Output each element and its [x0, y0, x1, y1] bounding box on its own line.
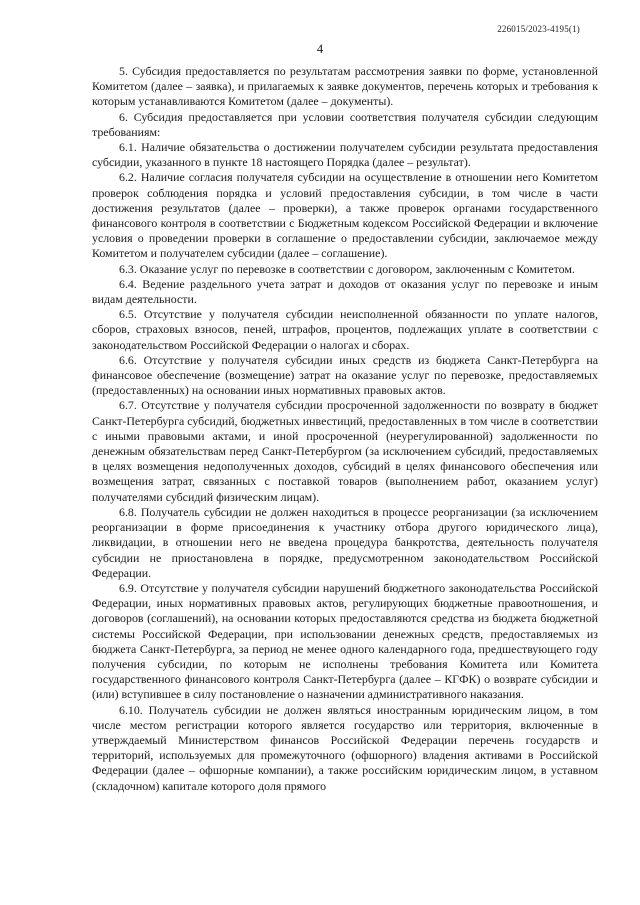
document-id: 226015/2023-4195(1) [497, 24, 580, 34]
paragraph-6-1: 6.1. Наличие обязательства о достижении получателем субсидии результата предоставления субсидии, указанного в пункте 18 настоящего Порядка (далее – результат). [92, 140, 598, 170]
paragraph-5: 5. Субсидия предоставляется по результатам рассмотрения заявки по форме, установленной Комитетом (далее – заявка), и прилагаемых к заявке документов, перечень которых и требования к которым устанавливаются Комитетом (далее – документы). [92, 64, 598, 109]
paragraph-6-7: 6.7. Отсутствие у получателя субсидии просроченной задолженности по возврату в бюджет Санкт-Петербурга субсидий, бюджетных инвестиций, предоставленных в том числе в соответствии с иными правовыми актами, и иной просроченной (неурегулированной) задолженности по денежным обязательствам перед Санкт-Петербургом (за исключением субсидий, предоставляемых в целях возмещения недополученных доходов, субсидий в целях финансового обеспечения или возмещения затрат, связанных с поставкой товаров (выполнением работ, оказанием услуг) получателями субсидий физическим лицам). [92, 398, 598, 504]
paragraph-6-6: 6.6. Отсутствие у получателя субсидии иных средств из бюджета Санкт-Петербурга на финансовое обеспечение (возмещение) затрат на оказание услуг по перевозке, предоставляемых (предоставленных) на основании иных нормативных правовых актов. [92, 352, 598, 398]
paragraph-6-8: 6.8. Получатель субсидии не должен находиться в процессе реорганизации (за исключением реорганизации в форме присоединения к участнику отбора другого юридического лица), ликвидации, в отношении него не введена процедура банкротства, деятельность получателя субсидии не приостановлена в порядке, предусмотренном законодательством Российской Федерации. [92, 504, 598, 580]
document-body [92, 64, 598, 794]
paragraph-6-5: 6.5. Отсутствие у получателя субсидии неисполненной обязанности по уплате налогов, сборов, страховых взносов, пеней, штрафов, процентов, подлежащих уплате в соответствии с законодательством Российской Федерации о налогах и сборах. [92, 307, 598, 352]
paragraph-6: 6. Субсидия предоставляется при условии соответствия получателя субсидии следующим требованиям: [92, 109, 598, 139]
paragraph-6-10: 6.10. Получатель субсидии не должен являться иностранным юридическим лицом, в том числе местом регистрации которого является государство или территория, включенные в утверждаемый Министерством финансов Российской Федерации перечень государств и территорий, используемых для промежуточного (офшорного) владения активами в Российской Федерации (далее – офшорные компании), а также российским юридическим лицом, в уставном (складочном) капитале которого доля прямого [92, 702, 598, 793]
paragraph-6-9: 6.9. Отсутствие у получателя субсидии нарушений бюджетного законодательства Российской Федерации, иных нормативных правовых актов, регулирующих бюджетные правоотношения, и договоров (соглашений), на основании которых предоставляются средства из бюджета бюджетной системы Российской Федерации, при использовании денежных средств, предоставляемых из бюджета Санкт-Петербурга, за период не менее одного календарного года, предшествующего году получения субсидии, по которым не исполнены требования Комитета или Комитета государственного финансового контроля Санкт-Петербурга (далее – КГФК) о возврате субсидии и (или) вступившее в силу постановление о назначении административного наказания. [92, 580, 598, 702]
paragraph-6-4: 6.4. Ведение раздельного учета затрат и доходов от оказания услуг по перевозке и иным видам деятельности. [92, 276, 598, 307]
page-number: 4 [316, 42, 324, 56]
paragraph-6-2: 6.2. Наличие согласия получателя субсидии на осуществление в отношении него Комитетом проверок соблюдения порядка и условий предоставления субсидии, в том числе в части достижения результатов (далее – проверки), а также проверок органами государственного финансового контроля в соответствии с Бюджетным кодексом Российской Федерации и включение условия о проведении проверки в соглашение о предоставлении субсидии, заключаемое между Комитетом и получателем субсидии (далее – соглашение). [92, 170, 598, 261]
paragraph-6-3: 6.3. Оказание услуг по перевозке в соответствии с договором, заключенным с Комитетом. [119, 261, 575, 276]
